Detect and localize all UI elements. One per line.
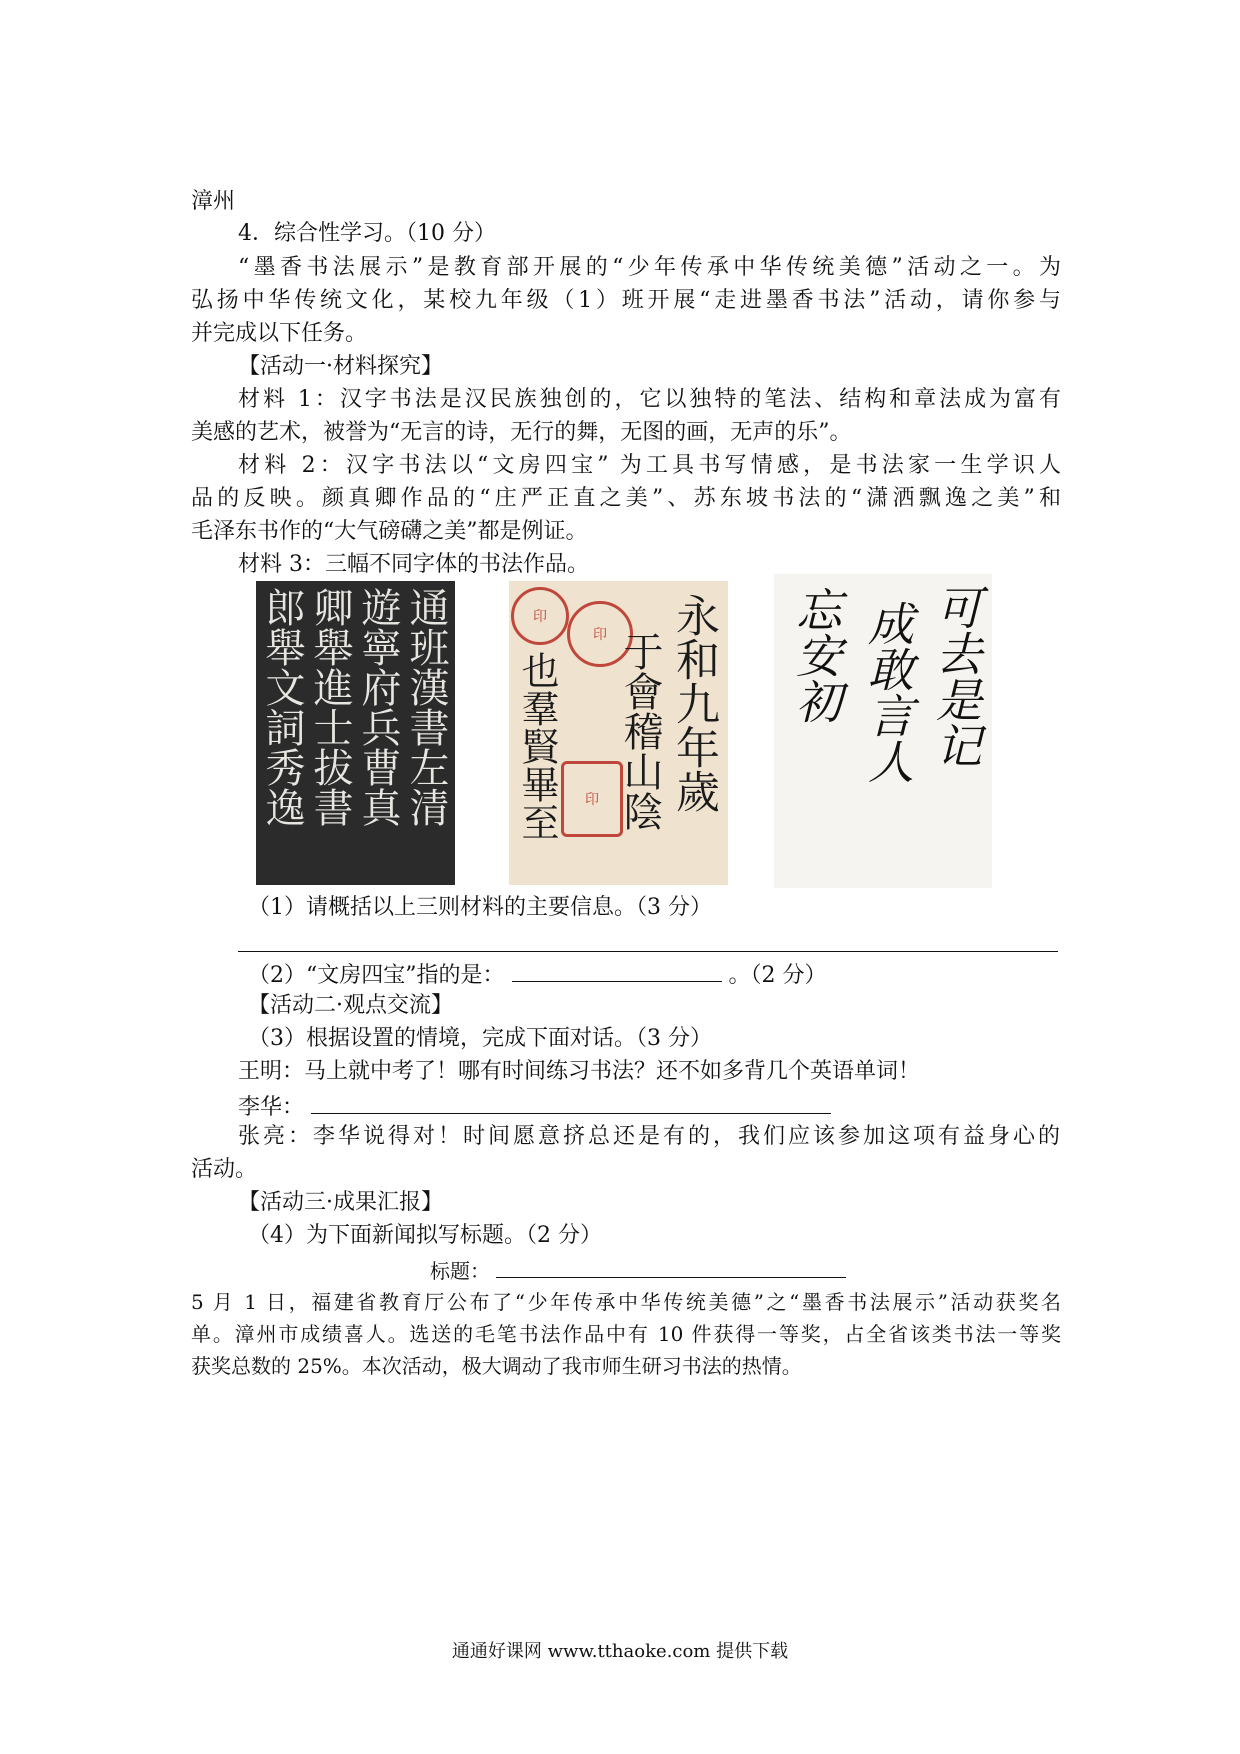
material1-line-1: 材料 1：汉字书法是汉民族独创的，它以独特的笔法、结构和章法成为富有: [238, 387, 1061, 412]
headline-label: 标题：: [430, 1259, 490, 1283]
seal-stamp-lower: 印: [561, 761, 623, 837]
intro-line-3: 并完成以下任务。: [191, 321, 368, 346]
cao-column-1: 可去是记: [929, 584, 983, 768]
xing-column-3: 也羣賢畢至: [515, 651, 559, 841]
kai-column-2: 遊寧府兵曹真: [355, 587, 401, 827]
footer-text: 通通好课网 www.tthaoke.com 提供下载: [451, 1641, 789, 1662]
lihua-label: 李华：: [238, 1095, 305, 1120]
material1-line-2: 美感的艺术，被誉为“无言的诗，无行的舞，无图的画，无声的乐”。: [191, 420, 852, 445]
answer-blank-q2[interactable]: [512, 957, 722, 982]
question-2-suffix: 。（2 分）: [728, 963, 827, 988]
headline-row: [430, 1253, 846, 1287]
news-line-1: 5 月 1 日，福建省教育厅公布了“少年传承中华传统美德”之“墨香书法展示”活动获奖名: [191, 1290, 1061, 1314]
dialogue-zhangliang-2: 活动。: [191, 1157, 258, 1182]
intro-line-1: “墨香书法展示”是教育部开展的“少年传承中华传统美德”活动之一。为: [238, 255, 1061, 280]
kai-column-1: 通班漢書左清: [403, 587, 449, 827]
kai-column-3: 卿舉進士拔書: [307, 587, 353, 827]
dialogue-lihua: [238, 1089, 831, 1124]
regular-script-image: [256, 581, 455, 885]
news-line-2: 单。漳州市成绩喜人。选送的毛笔书法作品中有 10 件获得一等奖，占全省该类书法一等奖: [191, 1322, 1061, 1346]
answer-blank-q4[interactable]: [496, 1253, 846, 1278]
xing-column-2: 于會稽山陰: [617, 631, 663, 831]
region-label: 漳州: [191, 189, 236, 214]
news-line-3: 获奖总数的 25%。本次活动，极大调动了我市师生研习书法的热情。: [191, 1354, 802, 1378]
answer-blank-q3[interactable]: [311, 1089, 831, 1114]
dialogue-zhangliang-1: 张亮：李华说得对！时间愿意挤总还是有的，我们应该参加这项有益身心的: [238, 1124, 1060, 1149]
dialogue-wangming: 王明：马上就中考了！哪有时间练习书法？还不如多背几个英语单词！: [238, 1059, 921, 1084]
cao-column-3: 忘安初: [789, 586, 843, 724]
question-2: [248, 957, 827, 992]
material2-line-3: 毛泽东书作的“大气磅礴之美”都是例证。: [191, 519, 588, 544]
xing-column-1: 永和九年歲: [668, 593, 719, 813]
cursive-script-image: [774, 574, 992, 888]
running-script-image: [509, 581, 728, 885]
question-1: （1）请概括以上三则材料的主要信息。（3 分）: [248, 895, 712, 920]
seal-stamp-center: 印: [567, 601, 633, 667]
question-3: （3）根据设置的情境，完成下面对话。（3 分）: [248, 1026, 712, 1051]
question-title: 4．综合性学习。（10 分）: [238, 221, 496, 246]
kai-column-4: 郎舉文詞秀逸: [259, 587, 305, 827]
material3-line: 材料 3：三幅不同字体的书法作品。: [238, 552, 589, 577]
question-4: （4）为下面新闻拟写标题。（2 分）: [248, 1223, 602, 1248]
seal-stamp-top: 印: [511, 587, 569, 645]
question-2-prefix: （2）“文房四宝”指的是：: [248, 963, 505, 988]
activity1-title: 【活动一·材料探究】: [238, 354, 443, 379]
cao-column-2: 成敢言人: [861, 600, 915, 784]
material2-line-2: 品的反映。颜真卿作品的“庄严正直之美”、苏东坡书法的“潇洒飘逸之美”和: [191, 486, 1061, 511]
activity2-title: 【活动二·观点交流】: [248, 993, 453, 1018]
answer-line-q1[interactable]: [238, 951, 1058, 952]
material2-line-1: 材料 2：汉字书法以“文房四宝” 为工具书写情感，是书法家一生学识人: [238, 453, 1061, 478]
intro-line-2: 弘扬中华传统文化，某校九年级（1）班开展“走进墨香书法”活动，请你参与: [191, 288, 1061, 313]
activity3-title: 【活动三·成果汇报】: [238, 1190, 443, 1215]
